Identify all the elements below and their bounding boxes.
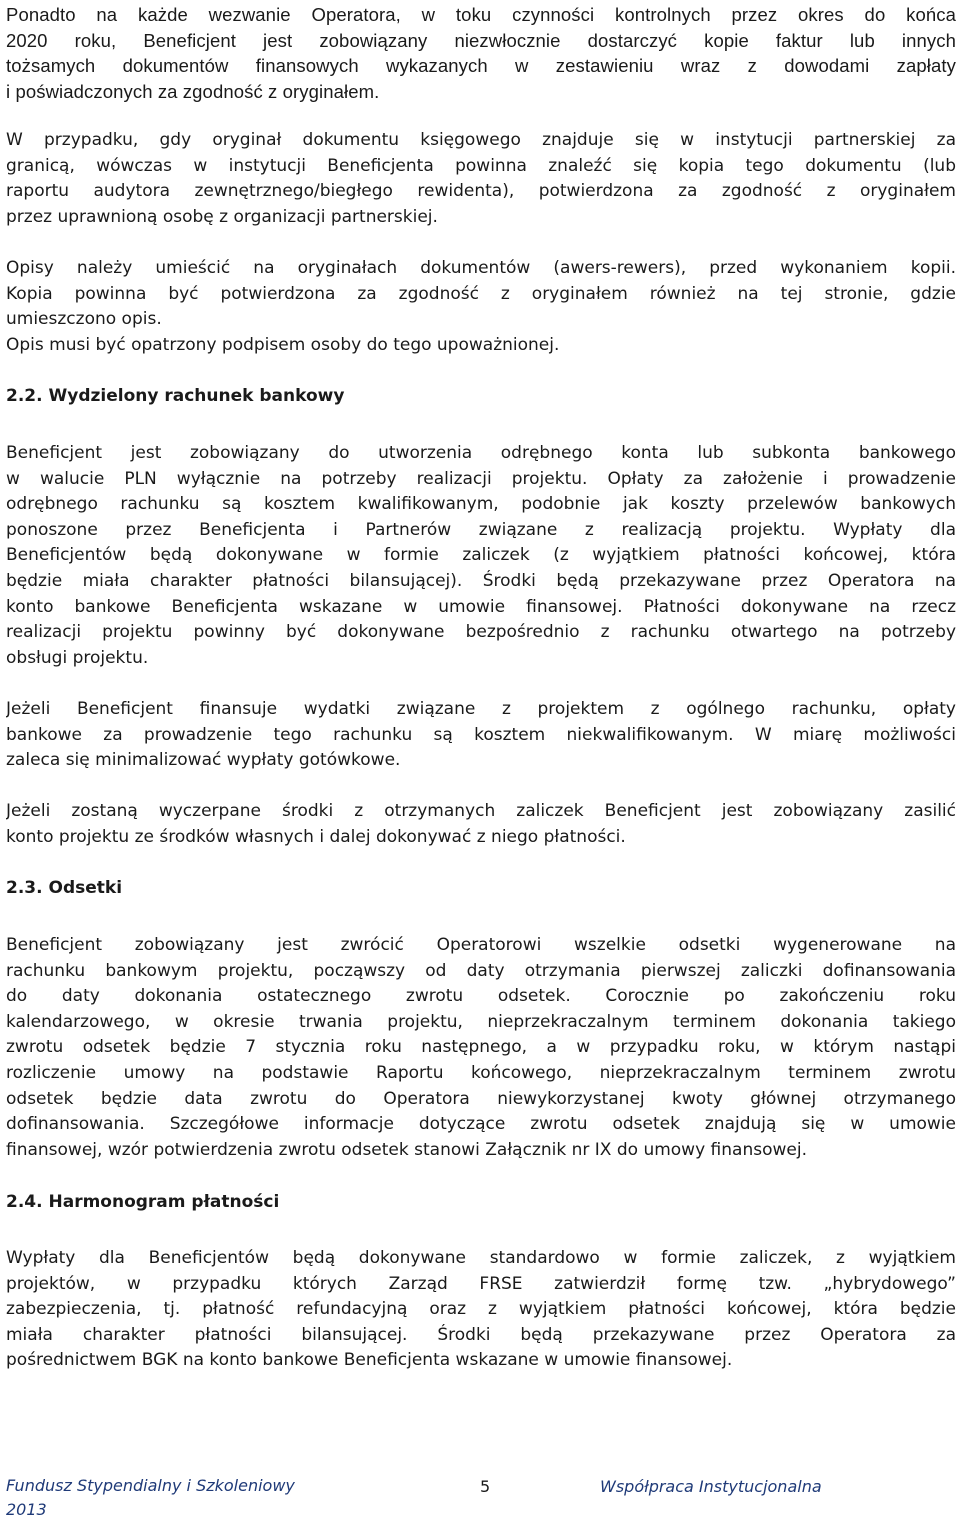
text-line: realizacji projektu powinny być dokonywane bezpośrednio z rachunku otwartego na potrzeby [6, 622, 956, 643]
section-heading-2-2 [6, 383, 956, 409]
text-line: do daty dokonania ostatecznego zwrotu odsetek. Corocznie po zakończeniu roku [6, 986, 956, 1007]
text-line: Beneficjent zobowiązany jest zwrócić Operatorowi wszelkie odsetki wygenerowane na [6, 935, 956, 955]
text-line: tożsamych dokumentów finansowych wykazanych w zestawieniu wraz z dowodami zapłaty [6, 55, 956, 77]
page-number: 5 [480, 1477, 491, 1496]
text-line: finansowej, wzór potwierdzenia zwrotu odsetek stanowi Załącznik nr IX do umowy finansowej. [6, 1139, 807, 1160]
text-line: Opis musi być opatrzony podpisem osoby do tego upoważnionej. [6, 334, 560, 355]
text-line: Kopia powinna być potwierdzona za zgodność z oryginałem również na tej stronie, gdzie [6, 283, 956, 304]
text-line: W przypadku, gdy oryginał dokumentu księgowego znajduje się w instytucji partnerskiej za [6, 130, 956, 150]
text-line: będzie miała charakter płatności bilansującej). Środki będą przekazywane przez Operatora na [6, 570, 956, 591]
footer-program-name [6, 1474, 326, 1522]
text-line: Opisy należy umieścić na oryginałach dokumentów (awers-rewers), przed wykonaniem kopii. [6, 258, 956, 278]
section-number: 2.4. [6, 1192, 43, 1212]
text-line: Jeżeli Beneficjent finansuje wydatki związane z projektem z ogólnego rachunku, opłaty [6, 699, 956, 719]
section-title: Harmonogram płatności [48, 1192, 280, 1212]
text-line: granicą, wówczas w instytucji Beneficjenta powinna znaleźć się kopia tego dokumentu (lub [6, 155, 956, 176]
text-line: przez uprawnioną osobę z organizacji partnerskiej. [6, 206, 438, 227]
text-line: pośrednictwem BGK na konto bankowe Beneficjenta wskazane w umowie finansowej. [6, 1350, 733, 1371]
text-line: zwrotu odsetek będzie 7 stycznia roku następnego, a w przypadku roku, w którym nastąpi [6, 1037, 956, 1058]
footer-program-line: Fundusz Stypendialny i Szkoleniowy [6, 1476, 295, 1495]
footer-section-name: Współpraca Instytucjonalna [600, 1477, 822, 1496]
text-line: obsługi projektu. [6, 647, 149, 668]
payment-schedule-paragraph [6, 1246, 956, 1374]
text-line: odrębnego rachunku są kosztem kwalifikowanym, podobnie jak koszty przelewów bankowych [6, 494, 956, 515]
text-line: konto bankowe Beneficjenta wskazane w umowie finansowej. Płatności dokonywane na rzecz [6, 596, 956, 617]
text-line: odsetek będzie data zwrotu do Operatora niewykorzystanej kwoty głównej otrzymanego [6, 1088, 956, 1109]
interest-paragraph [6, 933, 956, 1163]
text-line: konto projektu ze środków własnych i dalej dokonywać z niego płatności. [6, 826, 626, 847]
intro-paragraph [6, 2, 956, 104]
text-line: umieszczono opis. [6, 309, 162, 330]
text-line: 2020 roku, Beneficjent jest zobowiązany niezwłocznie dostarczyć kopie faktur lub innych [6, 29, 956, 51]
text-line: bankowe za prowadzenie tego rachunku są kosztem niekwalifikowanym. W miarę możliwości [6, 724, 956, 745]
text-line: zaleca się minimalizować wypłaty gotówkowe. [6, 750, 401, 771]
text-line: Wypłaty dla Beneficjentów będą dokonywane standardowo w formie zaliczek, z wyjątkiem [6, 1248, 956, 1268]
text-line: Beneficjent jest zobowiązany do utworzenia odrębnego konta lub subkonta bankowego [6, 443, 956, 463]
bank-fees-paragraph [6, 697, 956, 774]
section-heading-2-3 [6, 875, 956, 901]
text-line: miała charakter płatności bilansującej. Środki będą przekazywane przez Operatora za [6, 1324, 956, 1345]
section-heading-2-4 [6, 1189, 956, 1215]
section-title: Odsetki [48, 878, 123, 898]
section-title: Wydzielony rachunek bankowy [48, 386, 345, 406]
text-line: rozliczenie umowy na podstawie Raportu końcowego, nieprzekraczalnym terminem zwrotu [6, 1062, 956, 1083]
partner-paragraph [6, 128, 956, 230]
text-line: Beneficjentów będą dokonywane w formie zaliczek (z wyjątkiem płatności końcowej, która [6, 545, 956, 566]
description-paragraph [6, 256, 956, 358]
text-line: rachunku bankowym projektu, począwszy od daty otrzymania pierwszej zaliczki dofinansowania [6, 960, 956, 981]
text-line: i poświadczonych za zgodność z oryginałem. [6, 80, 380, 102]
bank-account-paragraph [6, 441, 956, 671]
text-line: projektów, w przypadku których Zarząd FRSE zatwierdził formę tzw. „hybrydowego” [6, 1273, 956, 1294]
text-line: Ponadto na każde wezwanie Operatora, w toku czynności kontrolnych przez okres do końca [6, 4, 956, 25]
text-line: zabezpieczenia, tj. płatność refundacyjną oraz z wyjątkiem płatności końcowej, która będzie [6, 1299, 956, 1320]
own-funds-paragraph [6, 799, 956, 850]
section-number: 2.3. [6, 878, 43, 898]
text-line: dofinansowania. Szczegółowe informacje dotyczące zwrotu odsetek znajdują się w umowie [6, 1114, 956, 1135]
text-line: ponoszone przez Beneficjenta i Partnerów związane z realizacją projektu. Wypłaty dla [6, 519, 956, 540]
text-line: kalendarzowego, w okresie trwania projektu, nieprzekraczalnym terminem dokonania takiego [6, 1011, 956, 1032]
footer-program-year: 2013 [6, 1500, 47, 1519]
text-line: Jeżeli zostaną wyczerpane środki z otrzymanych zaliczek Beneficjent jest zobowiązany zasilić [6, 801, 956, 821]
text-line: w walucie PLN wyłącznie na potrzeby realizacji projektu. Opłaty za założenie i prowadzenie [6, 468, 956, 489]
text-line: raportu audytora zewnętrznego/biegłego rewidenta), potwierdzona za zgodność z oryginałem [6, 181, 956, 202]
page-footer [6, 1474, 956, 1519]
section-number: 2.2. [6, 386, 43, 406]
